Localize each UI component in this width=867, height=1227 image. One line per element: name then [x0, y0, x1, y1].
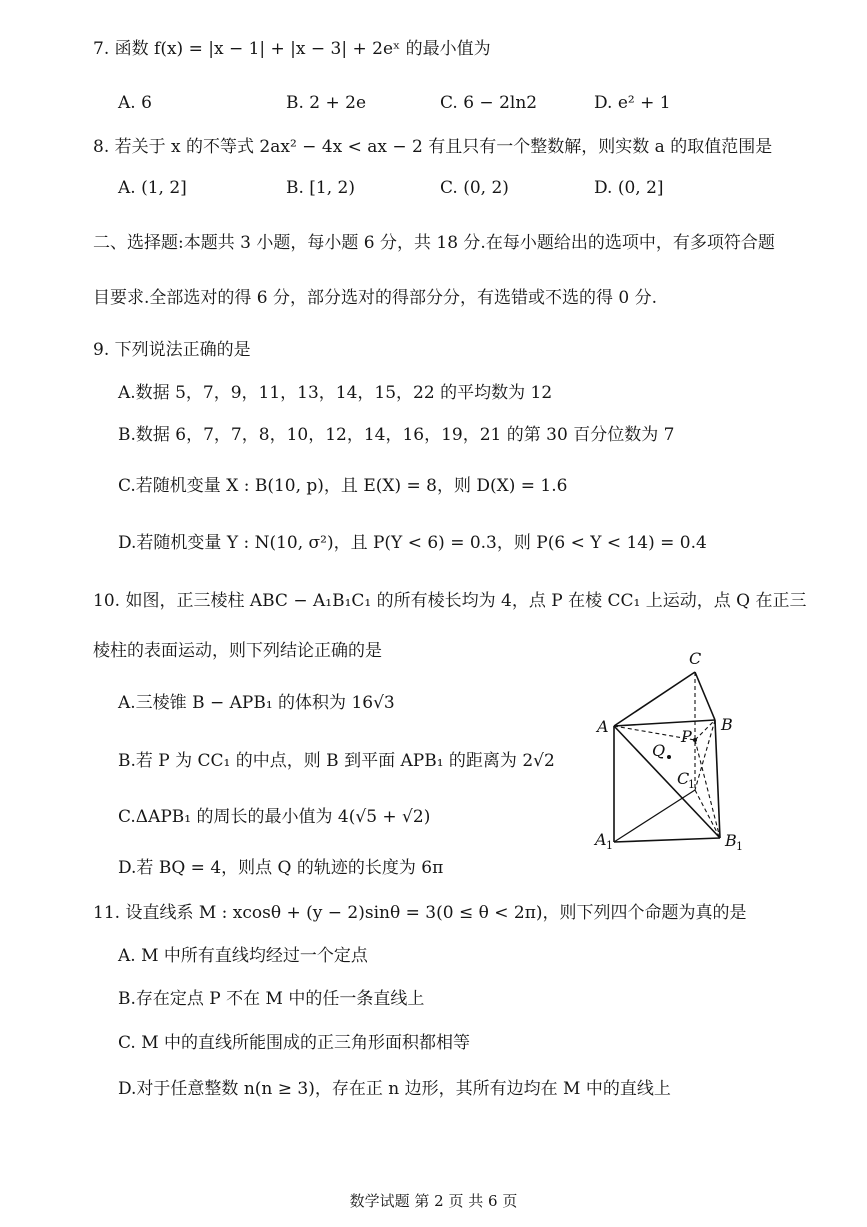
edge-c1b1	[695, 790, 720, 838]
label-c1: C	[677, 769, 690, 788]
q10-option-a: A.三棱锥 B − APB₁ 的体积为 16√3	[118, 693, 395, 713]
q9-option-c: C.若随机变量 X : B(10, p)，且 E(X) = 8，则 D(X) = 1.6	[118, 476, 568, 496]
point-q	[667, 755, 671, 759]
page-footer: 数学试题 第 2 页 共 6 页	[349, 1192, 518, 1210]
q7-stem: 7. 函数 f(x) = |x − 1| + |x − 3| + 2eˣ 的最小值为	[93, 39, 491, 59]
q11-option-d: D.对于任意整数 n(n ≥ 3)，存在正 n 边形，其所有边均在 M 中的直线上	[118, 1079, 671, 1099]
label-b1: B	[725, 831, 737, 850]
edge-ab	[614, 720, 715, 726]
q10-stem-line2: 棱柱的表面运动，则下列结论正确的是	[93, 641, 382, 661]
section2-line2: 目要求.全部选对的得 6 分，部分选对的得部分分，有选错或不选的得 0 分.	[93, 288, 658, 308]
label-q: Q	[652, 741, 666, 760]
label-c1-subscript: 1	[688, 778, 695, 791]
label-a1: A	[595, 830, 607, 849]
prism-figure	[585, 640, 765, 860]
q10-stem-line1: 10. 如图，正三棱柱 ABC − A₁B₁C₁ 的所有棱长均为 4，点 P 在棱 CC₁ 上运动，点 Q 在正三	[93, 591, 807, 611]
label-a1-subscript: 1	[606, 839, 613, 852]
q9-option-a: A.数据 5，7，9，11，13，14，15，22 的平均数为 12	[118, 383, 553, 403]
q10-option-c: C.ΔAPB₁ 的周长的最小值为 4(√5 + √2)	[118, 807, 431, 827]
section2-line1: 二、选择题:本题共 3 小题，每小题 6 分，共 18 分.在每小题给出的选项中，有多项符合题	[93, 233, 775, 253]
q10-option-b: B.若 P 为 CC₁ 的中点，则 B 到平面 APB₁ 的距离为 2√2	[118, 751, 555, 771]
q7-option-c: C. 6 − 2ln2	[440, 93, 538, 113]
q11-option-a: A. M 中所有直线均经过一个定点	[118, 946, 368, 966]
q10-option-d: D.若 BQ = 4，则点 Q 的轨迹的长度为 6π	[118, 858, 444, 878]
edge-cb	[695, 672, 715, 720]
q8-option-d: D. (0, 2]	[594, 178, 664, 198]
q11-option-b: B.存在定点 P 不在 M 中的任一条直线上	[118, 989, 425, 1009]
q9-option-b: B.数据 6，7，7，8，10，12，14，16，19，21 的第 30 百分位数为 7	[118, 425, 675, 445]
q8-stem: 8. 若关于 x 的不等式 2ax² − 4x < ax − 2 有且只有一个整数解，则实数 a 的取值范围是	[93, 137, 773, 157]
edge-ab1	[614, 726, 720, 838]
q8-option-a: A. (1, 2]	[118, 178, 187, 198]
q7-option-a: A. 6	[118, 93, 152, 113]
label-b1-subscript: 1	[736, 840, 743, 853]
point-p	[693, 738, 697, 742]
edge-bb1	[715, 720, 720, 838]
q11-option-c: C. M 中的直线所能围成的正三角形面积都相等	[118, 1033, 471, 1053]
label-a: A	[597, 717, 609, 736]
edge-a1c1	[614, 790, 695, 842]
q7-option-b: B. 2 + 2e	[286, 93, 367, 113]
q9-option-d: D.若随机变量 Y : N(10, σ²)，且 P(Y < 6) = 0.3，则 P(6 < Y < 14) = 0.4	[118, 533, 707, 553]
edge-bc1	[695, 720, 715, 790]
edge-ac	[614, 672, 695, 726]
label-p: P	[681, 727, 692, 746]
label-c: C	[689, 649, 702, 668]
q11-stem: 11. 设直线系 M : xcosθ + (y − 2)sinθ = 3(0 ≤ θ < 2π)，则下列四个命题为真的是	[93, 903, 747, 923]
label-b: B	[721, 715, 733, 734]
q8-option-c: C. (0, 2)	[440, 178, 509, 198]
edge-a1b1	[614, 838, 720, 842]
q7-option-d: D. e² + 1	[594, 93, 671, 113]
q8-option-b: B. [1, 2)	[286, 178, 356, 198]
q9-stem: 9. 下列说法正确的是	[93, 340, 251, 360]
